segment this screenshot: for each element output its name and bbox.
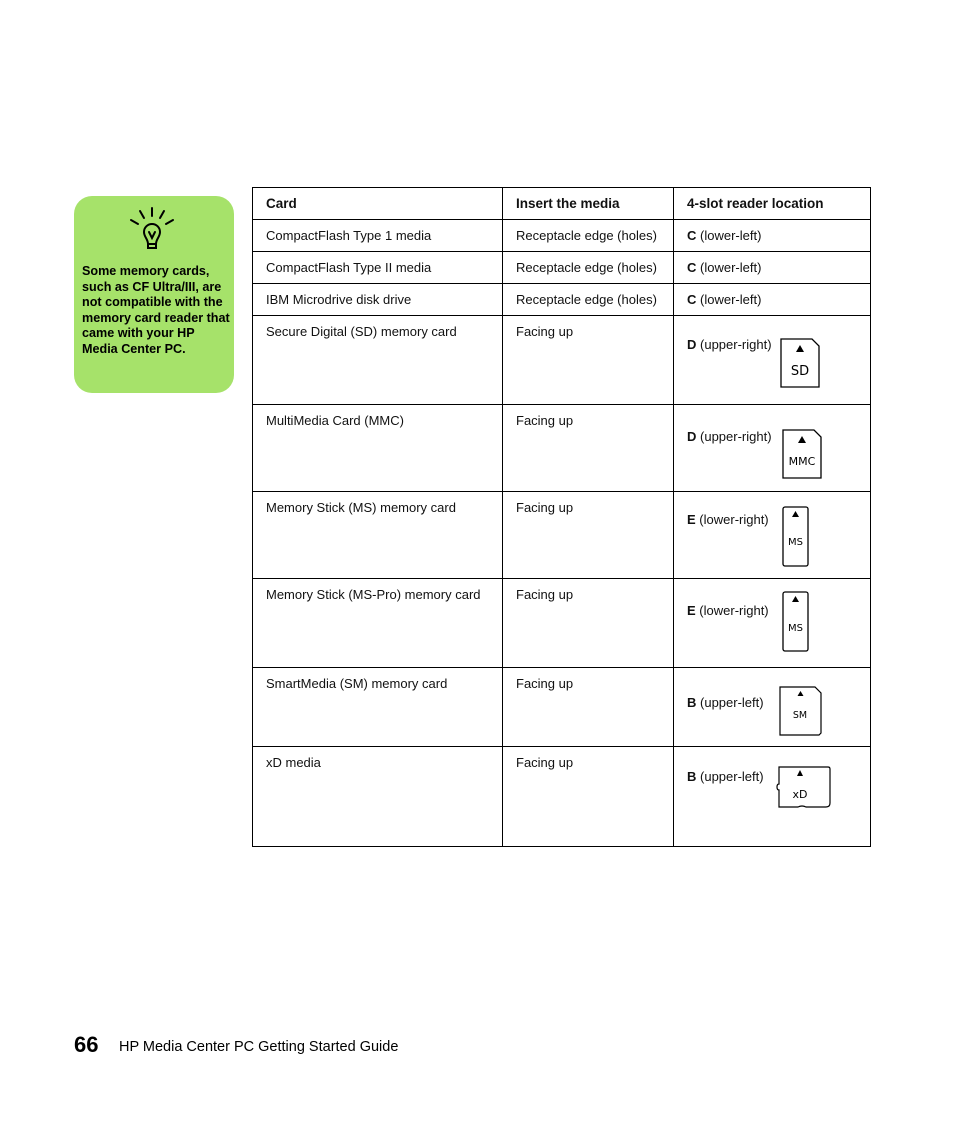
card-name: CompactFlash Type II media [253, 252, 503, 284]
insert-direction: Receptacle edge (holes) [503, 220, 674, 252]
insert-direction: Facing up [503, 579, 674, 668]
card-name: IBM Microdrive disk drive [253, 284, 503, 316]
mmc-card-label: MMC [788, 455, 816, 468]
insert-direction: Facing up [503, 747, 674, 847]
table-row [253, 668, 871, 747]
header-insert: Insert the media [503, 188, 674, 220]
slot-position: (upper-right) [700, 429, 772, 444]
reader-location [674, 316, 871, 405]
slot-position: (lower-left) [700, 292, 762, 307]
table-row [253, 579, 871, 668]
insert-direction: Facing up [503, 492, 674, 579]
table-row [253, 747, 871, 847]
reader-location [674, 405, 871, 492]
slot-code: E [687, 512, 696, 527]
table-row [253, 405, 871, 492]
slot-position: (lower-left) [700, 260, 762, 275]
sm-card-icon [779, 686, 823, 736]
card-name: Memory Stick (MS-Pro) memory card [253, 579, 503, 668]
ms-card-icon [782, 506, 810, 568]
card-name: SmartMedia (SM) memory card [253, 668, 503, 747]
insert-direction: Facing up [503, 668, 674, 747]
slot-code: B [687, 769, 697, 784]
document-title: HP Media Center PC Getting Started Guide [119, 1039, 399, 1055]
header-location: 4-slot reader location [674, 188, 871, 220]
tip-text: Some memory cards, such as CF Ultra/III, are not compatible with the memory card reader that came with your HP Media Center PC. [82, 264, 230, 356]
reader-location [674, 747, 871, 847]
insert-direction: Receptacle edge (holes) [503, 284, 674, 316]
page-number: 66 [74, 1032, 99, 1057]
tip-box [74, 196, 234, 393]
reader-location [674, 220, 871, 252]
slot-code: B [687, 695, 697, 710]
table-row [253, 284, 871, 316]
card-name: MultiMedia Card (MMC) [253, 405, 503, 492]
table-header-row [253, 188, 871, 220]
sd-card-label: SD [790, 364, 810, 379]
table-row [253, 220, 871, 252]
slot-position: (upper-right) [700, 337, 772, 352]
card-name: xD media [253, 747, 503, 847]
mmc-card-icon [782, 429, 822, 479]
ms-pro-card-icon [782, 591, 810, 653]
lightbulb-icon [126, 206, 178, 258]
insert-direction: Facing up [503, 316, 674, 405]
slot-position: (lower-right) [699, 512, 769, 527]
memory-card-table [252, 187, 871, 847]
card-name: Secure Digital (SD) memory card [253, 316, 503, 405]
slot-position: (upper-left) [700, 695, 764, 710]
slot-position: (lower-left) [700, 228, 762, 243]
slot-code: E [687, 603, 696, 618]
insert-direction: Facing up [503, 405, 674, 492]
slot-code: C [687, 228, 697, 243]
reader-location [674, 492, 871, 579]
slot-position: (upper-left) [700, 769, 764, 784]
slot-code: C [687, 260, 697, 275]
table-row [253, 492, 871, 579]
slot-code: C [687, 292, 697, 307]
slot-code: D [687, 337, 697, 352]
card-name: CompactFlash Type 1 media [253, 220, 503, 252]
sd-card-icon [780, 338, 820, 388]
card-name: Memory Stick (MS) memory card [253, 492, 503, 579]
reader-location [674, 579, 871, 668]
reader-location [674, 252, 871, 284]
ms-card-label: MS [788, 537, 803, 548]
sm-card-label: SM [792, 710, 808, 721]
ms-pro-card-label: MS [788, 623, 803, 634]
table-row [253, 252, 871, 284]
xd-card-icon [772, 765, 834, 811]
table-row [253, 316, 871, 405]
slot-position: (lower-right) [699, 603, 769, 618]
insert-direction: Receptacle edge (holes) [503, 252, 674, 284]
xd-card-label: xD [792, 788, 808, 801]
reader-location [674, 668, 871, 747]
header-card: Card [253, 188, 503, 220]
slot-code: D [687, 429, 697, 444]
reader-location [674, 284, 871, 316]
